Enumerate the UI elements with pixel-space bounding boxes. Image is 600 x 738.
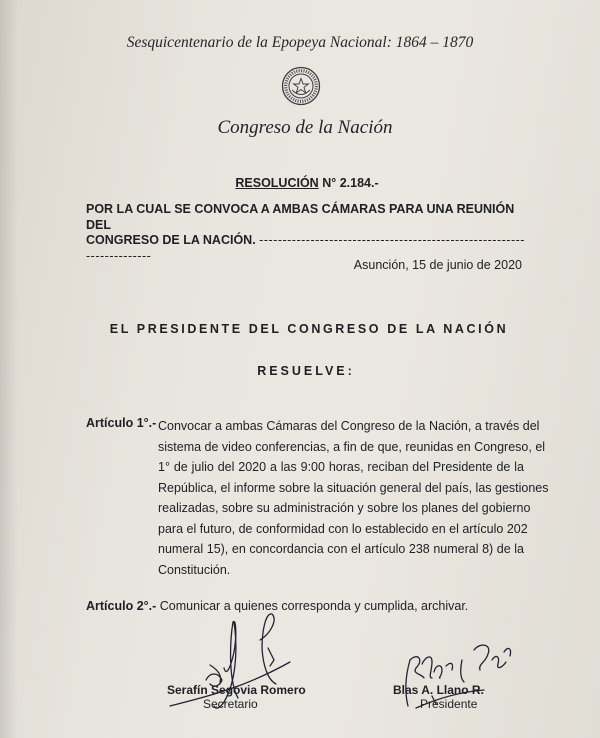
resolution-subject [86, 202, 526, 264]
article-1-body [158, 416, 549, 580]
article-1-line: Convocar a ambas Cámaras del Congreso de la Nación, a través del [158, 419, 540, 433]
article-1-line: República, el informe sobre la situación general del país, las gestiones [158, 480, 549, 495]
resolution-number: N° 2.184.- [322, 176, 379, 190]
secretary-role: Secretario [203, 697, 258, 711]
document-date: Asunción, 15 de junio de 2020 [353, 258, 522, 272]
article-2-label: Artículo 2°.- [86, 599, 157, 613]
header-motto: Sesquicentenario de la Epopeya Nacional: 1864 – 1870 [126, 34, 474, 51]
resolution-label: RESOLUCIÓN [235, 176, 319, 190]
article-1-line: sistema de video conferencias, a fin de que, reunidas en Congreso, el [158, 439, 546, 454]
article-2-text: Comunicar a quienes corresponda y cumplida, archivar. [159, 599, 469, 613]
article-1-line: numeral 15), en concordancia con el artículo 238 numeral 8) de la [158, 542, 524, 556]
authority-heading: EL PRESIDENTE DEL CONGRESO DE LA NACIÓN [109, 322, 509, 336]
president-signature-icon [388, 634, 518, 718]
president-role: Presidente [420, 697, 478, 711]
secretary-signature-icon [110, 610, 310, 720]
national-seal-icon [281, 66, 321, 106]
resolution-heading [0, 176, 600, 190]
resolves-heading: RESUELVE: [257, 364, 355, 378]
president-name: Blas A. Llano R. [393, 683, 484, 697]
subject-line-2-text: CONGRESO DE LA NACIÓN. [86, 233, 256, 247]
secretary-name: Serafín Segovia Romero [167, 683, 306, 697]
article-1-line: realizadas, sobre su administración y sobre los planes del gobierno [158, 501, 531, 515]
institution-title: Congreso de la Nación [217, 117, 393, 138]
subject-fill-dashes: ----------------------------------------------------------------------- [86, 233, 525, 263]
subject-line-1: POR LA CUAL SE CONVOCA A AMBAS CÁMARAS PARA UNA REUNIÓN DEL [86, 202, 515, 232]
article-1-line: 1° de julio del 2020 a las 9:00 horas, reciban del Presidente de la [158, 460, 524, 474]
article-1-line: Constitución. [158, 562, 231, 577]
article-1-line: para el futuro, de conformidad con lo establecido en el artículo 202 [158, 521, 528, 536]
article-1-label: Artículo 1°.- [86, 416, 157, 430]
